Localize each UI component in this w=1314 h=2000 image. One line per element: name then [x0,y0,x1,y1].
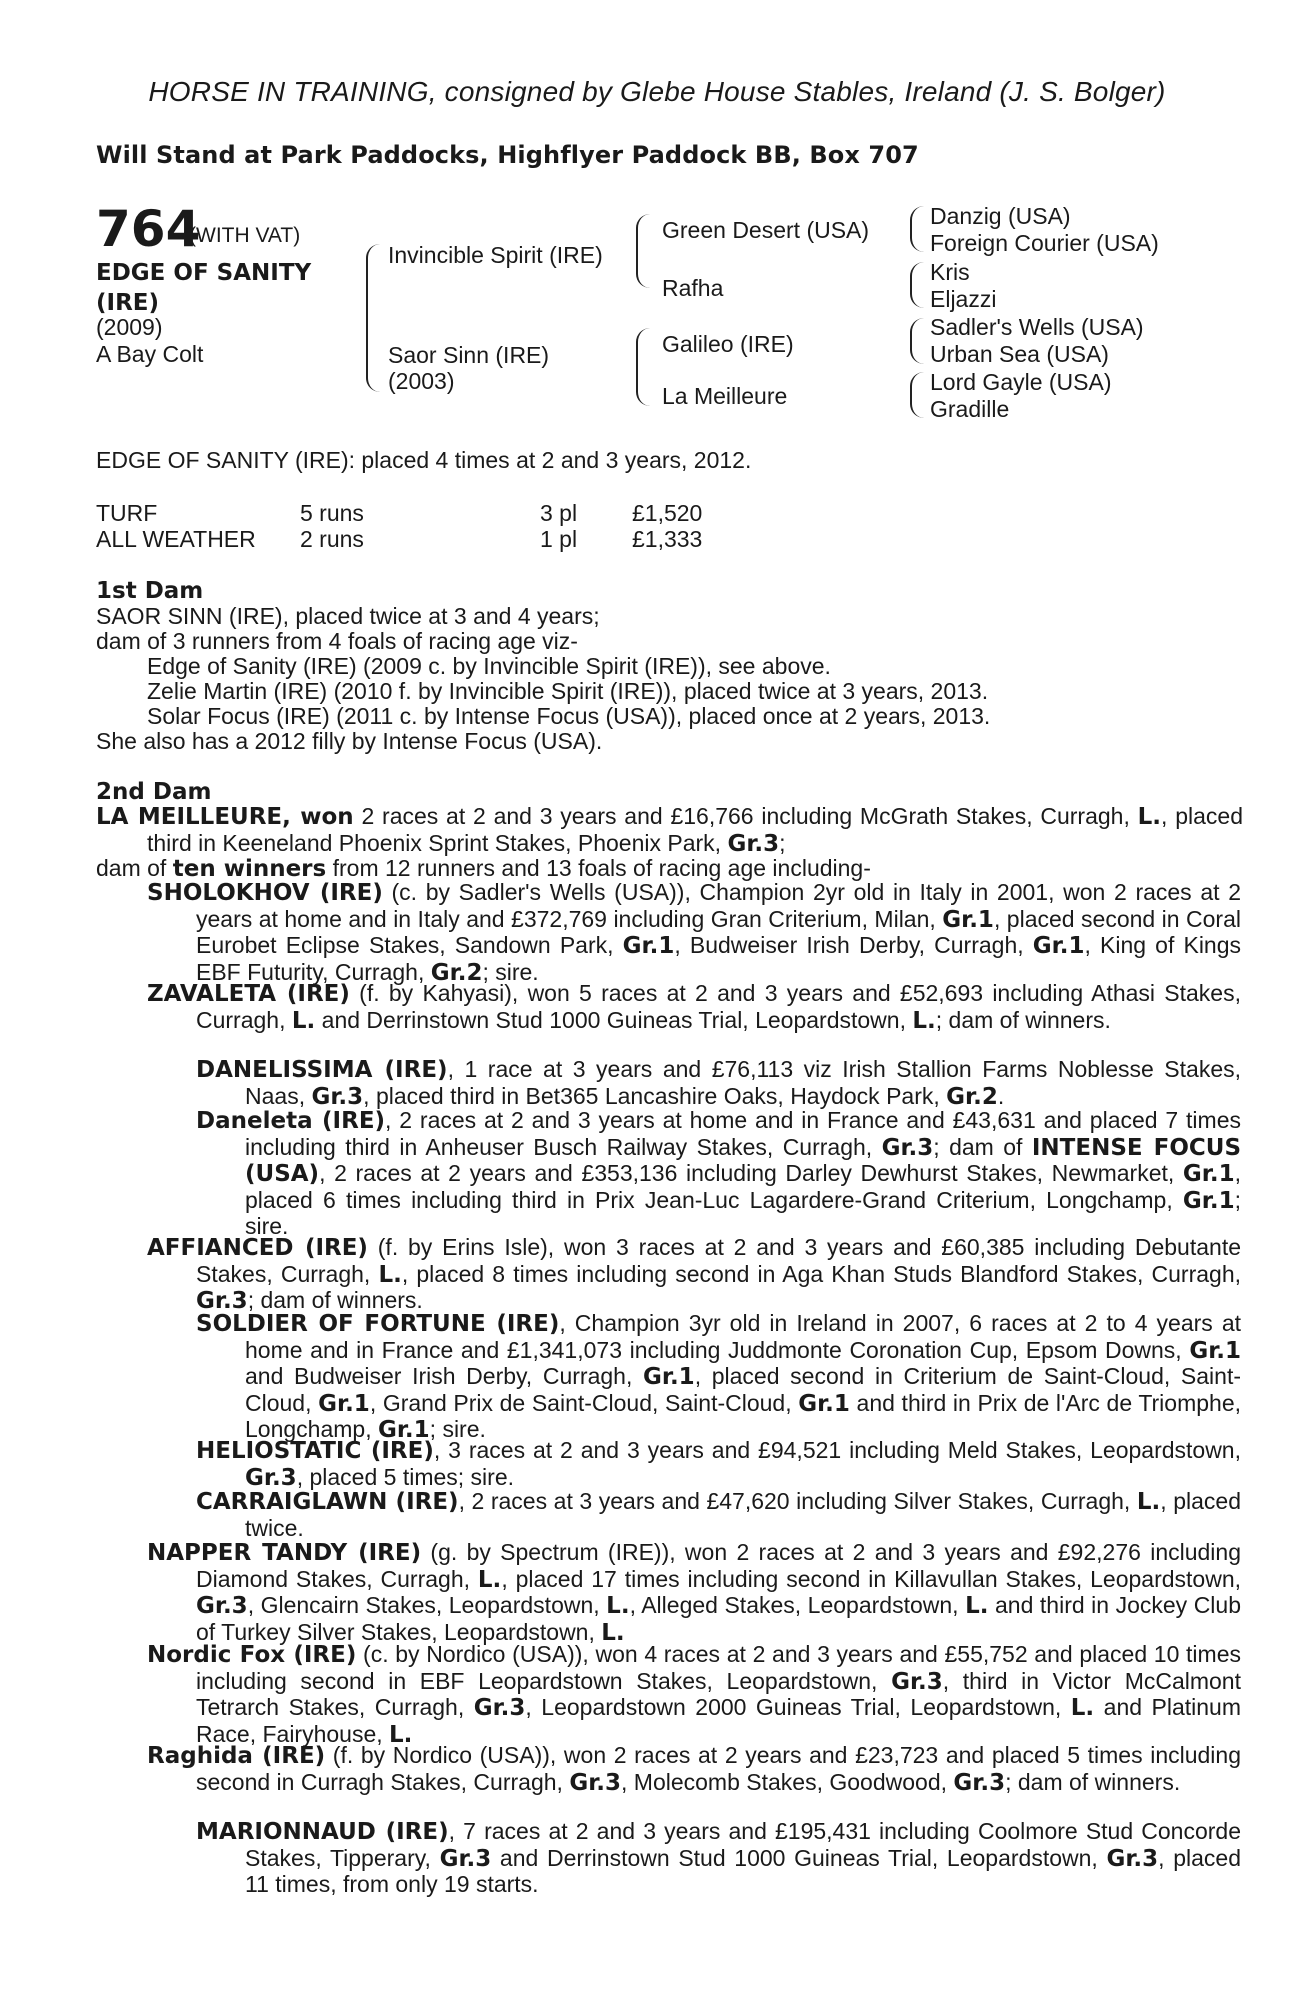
race-grade: Gr.3 [245,1464,297,1491]
pedigree-brace [910,318,924,364]
winners-count: ten winners [172,856,327,882]
race-grade: Gr.3 [569,1769,621,1796]
dam-dam-dam: Gradille [930,396,1010,422]
record-surface: ALL WEATHER [96,526,256,552]
race-grade: Gr.3 [196,1288,248,1314]
horse-name: Raghida (IRE) [147,1743,326,1769]
race-grade: L. [601,1619,625,1646]
entry-text: , 2 races at 2 years and £353,136 including Darley Dewhurst Stakes, Newmarket, [319,1160,1183,1186]
entry-text: , placed third in Keeneland Phoenix Sprint Stakes, Phoenix Park, [147,803,1243,856]
race-grade: Gr.3 [953,1769,1006,1796]
sire-dam-dam: Eljazzi [930,286,997,312]
dam-year: (2003) [388,368,455,394]
horse-name: NAPPER TANDY (IRE) [147,1540,422,1566]
race-grade: Gr.3 [311,1083,364,1110]
dam-sire-sire: Sadler's Wells (USA) [930,314,1144,340]
sire-sire: Green Desert (USA) [662,217,870,243]
race-grade: Gr.3 [439,1845,492,1872]
race-grade: Gr.1 [377,1417,430,1443]
race-grade: Gr.3 [473,1695,526,1721]
entry-text: and Derrinstown Stud 1000 Guineas Trial, Leopardstown, [491,1844,1107,1871]
race-record-summary: EDGE OF SANITY (IRE): placed 4 times at 2 and 3 years, 2012. [96,447,752,473]
produce-entry [147,1642,1241,1748]
race-grade: Gr.1 [798,1390,850,1417]
entry-text: ; [779,829,786,856]
produce-entry [196,1438,1241,1491]
record-runs: 5 runs [300,500,364,526]
race-grade: Gr.1 [1189,1337,1241,1364]
dam-name: Saor Sinn (IRE) [388,342,550,368]
entry-text: , placed second in Criterium de Saint-Cloud, Saint-Cloud, [245,1363,1241,1416]
race-grade: Gr.1 [1182,1161,1235,1187]
dam-sire: Galileo (IRE) [662,331,794,357]
pedigree-brace [910,372,924,418]
second-dam-name: LA MEILLEURE, won [96,804,354,830]
race-grade: Gr.2 [946,1083,998,1110]
entry-text: , 2 races at 3 years and £47,620 including Silver Stakes, Curragh, [458,1488,1137,1514]
entry-text: and Platinum Race, Fairyhouse, [196,1694,1241,1747]
entry-text: , 3 races at 2 and 3 years and £94,521 including Meld Stakes, Leopardstown, [433,1437,1241,1463]
horse-name: Nordic Fox (IRE) [147,1642,357,1668]
horse-description: A Bay Colt [96,341,204,367]
entry-text: , placed 8 times including second in Aga Khan Studs Blandford Stakes, Curragh, [401,1260,1241,1287]
horse-name: AFFIANCED (IRE) [147,1235,368,1261]
race-grade: L. [1136,1489,1161,1515]
produce-entry [196,1819,1241,1898]
produce-item: Edge of Sanity (IRE) (2009 c. by Invincible Spirit (IRE)), see above. [147,653,831,679]
race-grade: L. [378,1261,402,1288]
sire-sire-sire: Danzig (USA) [930,203,1071,229]
entry-text: , King of Kings EBF Futurity, Curragh, [196,932,1242,985]
first-dam-line: SAOR SINN (IRE), placed twice at 3 and 4 years; [96,603,600,629]
horse-name [96,258,311,318]
entry-text: (g. by Spectrum (IRE)), won 2 races at 2 and 3 years and £92,276 including Diamond Stakes, Curragh, [196,1539,1242,1592]
horse-name: Daneleta (IRE) [196,1108,386,1134]
entry-text: , 7 races at 2 and 3 years and £195,431 including Coolmore Stud Concorde Stakes, Tipperary, [245,1818,1241,1871]
entry-text: , Champion 3yr old in Ireland in 2007, 6 races at 2 to 4 years at home and in France and £1,341,073 including Juddmonte Coronation Cup, Epsom Downs, [245,1310,1242,1363]
entry-text: ; dam of winners. [1005,1768,1181,1795]
dam-dam-sire: Lord Gayle (USA) [930,369,1112,395]
entry-text: , Budweiser Irish Derby, Curragh, [674,932,1033,958]
entry-text: ; sire. [245,1186,1241,1239]
race-grade: Gr.3 [196,1593,248,1619]
race-grade: L. [389,1721,413,1748]
race-grade: L. [291,1007,316,1034]
race-grade: Gr.3 [891,1668,943,1695]
produce-entry [196,1057,1241,1110]
entry-text: and Derrinstown Stud 1000 Guineas Trial, Leopardstown, [315,1006,913,1033]
page-title: HORSE IN TRAINING, consigned by Glebe House Stables, Ireland (J. S. Bolger) [148,76,1166,107]
entry-text: (c. by Sadler's Wells (USA)), Champion 2yr old in Italy in 2001, won 2 races at 2 years at home and in Italy and £372,769 including Gran Criterium, Milan, [196,879,1241,932]
race-grade: Gr.1 [318,1390,370,1417]
race-grade: Gr.1 [622,933,675,959]
horse-name-line2: (IRE) [96,290,160,316]
second-dam-heading: 2nd Dam [96,779,212,805]
horse-name: INTENSE FOCUS (USA) [245,1134,1242,1187]
horse-name-line1: EDGE OF SANITY [96,260,312,286]
entry-text: , placed twice. [245,1488,1242,1541]
sire-dam: Rafha [662,275,724,301]
race-grade: Gr.2 [430,959,483,986]
vat-label: (WITH VAT) [189,224,301,247]
entry-text: , third in Victor McCalmont Tetrarch Stakes, Curragh, [196,1667,1241,1720]
produce-entry [147,1743,1241,1796]
entry-text: ; dam of [933,1133,1032,1160]
first-dam-heading: 1st Dam [96,578,204,604]
race-grade: L. [912,1007,936,1034]
lot-number: 764 [96,200,201,258]
entry-text: , Molecomb Stakes, Goodwood, [621,1768,954,1795]
pedigree-brace [366,244,380,392]
entry-text: 2 races at 2 and 3 years and £16,766 including McGrath Stakes, Curragh, [353,803,1138,829]
produce-entry [196,1489,1241,1541]
pedigree-brace [910,206,924,252]
entry-text: , Glencairn Stakes, Leopardstown, [247,1592,607,1618]
entry-text: . [997,1082,1005,1109]
entry-text: , placed 5 times; sire. [296,1463,514,1490]
record-money: £1,333 [632,526,703,552]
horse-name: SHOLOKHOV (IRE) [147,880,383,906]
sire-sire-dam: Foreign Courier (USA) [930,230,1159,256]
horse-name: SOLDIER OF FORTUNE (IRE) [196,1311,560,1337]
horse-name: MARIONNAUD (IRE) [196,1819,449,1845]
race-grade: L. [477,1566,502,1593]
second-dam-produce-summary [96,855,871,882]
produce-entry [196,1311,1241,1444]
record-placed: 3 pl [540,500,578,526]
pedigree-brace [636,214,650,288]
produce-entry [147,880,1241,986]
race-grade: Gr.1 [1032,933,1085,959]
record-surface: TURF [96,500,158,526]
entry-text: dam of [96,855,173,881]
entry-text: , Grand Prix de Saint-Cloud, Saint-Cloud, [369,1389,799,1416]
entry-text: and third in Prix de l'Arc de Triomphe, Longchamp, [245,1389,1242,1442]
horse-name: HELIOSTATIC (IRE) [196,1438,434,1464]
horse-name: ZAVALETA (IRE) [147,981,350,1007]
record-placed: 1 pl [540,526,578,552]
entry-text: (c. by Nordico (USA)), won 4 races at 2 and 3 years and £55,752 and placed 10 times including second in EBF Leopardstown Stakes, Leopardstown, [196,1641,1241,1694]
record-money: £1,520 [632,500,703,526]
pedigree-block [0,0,1314,440]
first-dam-line: dam of 3 runners from 4 foals of racing age viz- [96,628,578,654]
race-grade: Gr.1 [643,1364,695,1390]
entry-text: ; dam of winners. [247,1287,423,1313]
horse-details [96,314,203,368]
entry-text: ; sire. [429,1416,486,1442]
sire-name: Invincible Spirit (IRE) [388,242,603,268]
race-grade: L. [606,1593,630,1619]
entry-text: ; dam of winners. [935,1006,1111,1033]
dam-dam: La Meilleure [662,383,788,409]
first-dam-line: She also has a 2012 filly by Intense Focus (USA). [96,728,603,754]
entry-text: and third in Jockey Club of Turkey Silver Stakes, Leopardstown, [196,1592,1241,1645]
race-grade: Gr.1 [942,906,994,933]
record-runs: 2 runs [300,526,364,552]
race-grade: Gr.3 [1106,1845,1159,1872]
race-grade: Gr.3 [727,830,780,857]
race-grade: Gr.3 [881,1134,934,1161]
produce-entry [196,1108,1241,1240]
horse-name: DANELISSIMA (IRE) [196,1057,448,1083]
foaling-year: (2009) [96,314,163,340]
race-grade: L. [1137,804,1162,830]
horse-name: CARRAIGLAWN (IRE) [196,1489,459,1515]
produce-entry [147,981,1241,1034]
stand-location: Will Stand at Park Paddocks, Highflyer Paddock BB, Box 707 [96,141,919,169]
dam-sire-dam: Urban Sea (USA) [930,341,1109,367]
entry-text: , Alleged Stakes, Leopardstown, [629,1592,966,1618]
entry-text: , 1 race at 3 years and £76,113 viz Irish Stallion Farms Noblesse Stakes, Naas, [245,1056,1242,1109]
pedigree-brace [636,328,650,406]
produce-entry [147,1540,1241,1646]
entry-text: (f. by Kahyasi), won 5 races at 2 and 3 years and £52,693 including Athasi Stakes, Curragh, [196,980,1241,1033]
pedigree-brace [910,262,924,308]
entry-text: , placed second in Coral Eurobet Eclipse Stakes, Sandown Park, [196,905,1241,958]
entry-text: and Budweiser Irish Derby, Curragh, [245,1363,643,1389]
entry-text: , placed 11 times, from only 19 starts. [245,1844,1241,1897]
entry-text: (f. by Erins Isle), won 3 races at 2 and 3 years and £60,385 including Debutante Stakes, Curragh, [196,1234,1241,1287]
produce-entry [147,1235,1241,1315]
entry-text: , placed 6 times including third in Prix Jean-Luc Lagardere-Grand Criterium, Longchamp, [245,1160,1241,1213]
entry-text: , placed 17 times including second in Killavullan Stakes, Leopardstown, [501,1565,1241,1592]
entry-text: from 12 runners and 13 foals of racing age including- [326,855,871,881]
produce-item: Solar Focus (IRE) (2011 c. by Intense Focus (USA)), placed once at 2 years, 2013. [147,703,991,729]
race-grade: L. [1070,1695,1095,1721]
entry-text: (f. by Nordico (USA)), won 2 races at 2 years and £23,723 and placed 5 times including second in Curragh Stakes, Curragh, [196,1742,1241,1795]
race-grade: L. [965,1593,989,1619]
race-grade: Gr.1 [1182,1187,1235,1214]
entry-text: , 2 races at 2 and 3 years at home and in France and £43,631 and placed 7 times including third in Anheuser Busch Railway Stakes, Curragh, [245,1107,1241,1160]
produce-item: Zelie Martin (IRE) (2010 f. by Invincible Spirit (IRE)), placed twice at 3 years, 2013. [147,678,989,704]
entry-text: , Leopardstown 2000 Guineas Trial, Leopardstown, [525,1694,1071,1720]
entry-text: ; sire. [482,958,539,985]
entry-text: , placed third in Bet365 Lancashire Oaks, Haydock Park, [363,1082,947,1109]
second-dam-intro [96,804,1243,857]
sire-dam-sire: Kris [930,259,970,285]
